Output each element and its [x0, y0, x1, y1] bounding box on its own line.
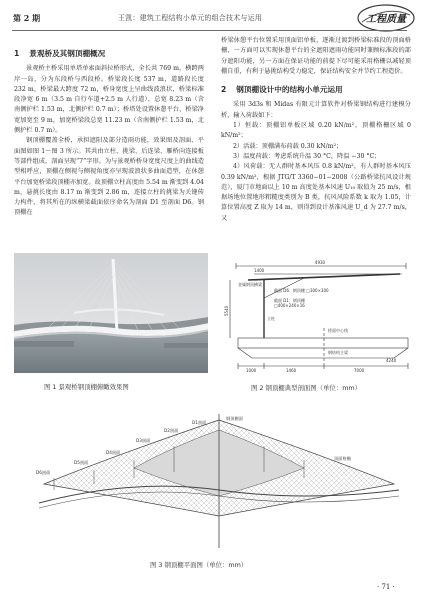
dim-label: 5540	[224, 305, 229, 316]
figure-2-section-drawing	[224, 258, 416, 374]
figure-2-caption: 图 2 钢顶棚典型剖面图（单位：mm）	[251, 384, 362, 392]
list-item: 2）活载：顶棚满布荷载 0.30 kN/m²；	[233, 142, 343, 150]
header-rule	[12, 30, 407, 31]
section-marker-d1: D1剖面	[192, 420, 207, 425]
paragraph: 景观桥主桥采用单塔单索面斜拉桥形式，全长共 769 m，横跨两岸一岛，分为东段桥与西段桥。桥梁段长度 537 m，道路段长度 232 m，桥梁最大跨度 72 m，桥身宽度上呈曲线波浪状，桥梁标准段净宽 6 m（3.5 m 自行车道+2.5 m 人行道），总宽 8.23 m（含南侧护栏 1.53 m，北侧护栏 0.7 m）；桥塔处设置休憩平台，桥梁净宽加宽至 9 m，加宽桥梁段总宽 11.23 m（含南侧护栏 1.53 m，北侧护栏 0.7 m）。	[14, 65, 204, 135]
section-number: 1	[14, 49, 20, 58]
section-note: 桥面中心线	[328, 328, 348, 333]
section-note: 钢结构主梁	[328, 350, 348, 355]
page-header	[0, 0, 427, 36]
dim-label: 1400	[254, 268, 265, 273]
section-heading-1	[14, 49, 204, 59]
section-note: 立柱	[267, 316, 275, 321]
list-item: 1）恒载：顶棚铝单板区域 0.20 kN/m²，顶棚格栅区域 0 kN/m²；	[221, 122, 411, 140]
dim-label: 4930	[314, 260, 326, 265]
section-note: 截面 D6：钢顶棚 □300×300	[274, 288, 329, 293]
figure-1-render	[14, 253, 208, 373]
paragraph: 钢顶棚覆盖全桥，承担遮阳及部分造雨功能，效果图及剖面、平面图如图 1～图 3 所示。其共由立柱、挑梁、后连梁、雁桥向连接板等部件组成，剖面呈现“7”字形。为与景观桥桥身宽度尺度上的曲线造型相呼应，顶棚在侧视与侧视角度亦呈现波浪状多曲面造型，在休憩平台加宽桥梁段顶棚亦加宽。故顶棚立柱高度由 5.54 m 渐变到 4.04 m，悬挑长度由 8.17 m 渐变到 2.86 m，连接立柱的挑梁为关键传力构件，将其所在的纵横梁截面依序命名为剖面 D1 至剖面 D6。钢顶棚在	[14, 137, 204, 217]
section-marker-d4: D4剖面	[106, 450, 121, 455]
section-heading-2	[221, 85, 411, 95]
section-title: 钢顶棚设计中的结构小单元运用	[236, 85, 343, 95]
zone-label: 钢顶棚面	[226, 416, 243, 421]
section-marker-d3: D3剖面	[136, 438, 151, 443]
figure-3-plan-drawing	[14, 398, 414, 554]
list-item: 3）温度荷载：考虑系统升温 30 °C，降温 −30 °C；	[233, 152, 381, 160]
svg-text:工程质量: 工程质量	[366, 14, 406, 25]
running-title: 王凯：建筑工程结构小单元的组合技术与运用	[118, 14, 262, 22]
dim-label: 7000	[354, 368, 365, 373]
journal-logo	[356, 3, 416, 33]
section-note: 截面 D1：钢顶棚	[274, 298, 305, 303]
dim-label: 4240	[386, 358, 397, 363]
section-marker-d6: D6剖面	[36, 470, 51, 475]
paragraph: 桥梁休憩平台位置采用顶面铝单板，逐渐过渡到桥梁标准段的顶面格栅，一方面可以实现休憩平台的全遮阳遮雨功能同时兼顾标准段的部分遮阳功能，另一方面在保证功能的前提下尽可能采用格栅以减轻顶棚自重，有利于悬挑结构受力稳定，保证结构安全并节约工程造价。	[221, 37, 411, 75]
figure-1-caption: 图 1 景观桥钢顶棚俯瞰效果图	[44, 383, 129, 391]
right-column	[221, 36, 411, 224]
section-marker-d5: D5剖面	[74, 460, 89, 465]
issue-number: 第 2 期	[13, 13, 41, 23]
figure-3-caption: 图 3 钢顶棚平面图（单位：mm）	[150, 561, 248, 569]
paragraph: 采用 3d3s 和 Midas 有限元计算软件对桥梁钢结构进行建模分析，输入荷载如下：	[221, 101, 411, 119]
dim-label: 1460	[286, 368, 297, 373]
page-number: · 71 ·	[377, 583, 395, 591]
left-column	[14, 44, 204, 219]
zone-label: 顶面格栅	[334, 456, 351, 461]
list-item: 4）风荷载：无人群时基本风压 0.8 kN/m²，有人群时基本风压 0.39 kN/m²，根据 JTG/T 3360−01−2008（公路桥梁抗风设计规范），厦门市地面以上 10 m 高度处基本风速 U₁₀ 取值为 25 m/s，根据场地位置地形粗糙度类别为 B 类，抗风风险系数 k 取为 1.05，计算位置高度 Z 取为 14 m，则得到设计基准风速 U_d 为 27.7 m/s，又	[221, 163, 411, 222]
section-number: 2	[221, 85, 227, 95]
section-note: 金属钢顶横梁	[238, 282, 262, 287]
section-title: 景观桥及其钢顶棚概况	[29, 49, 106, 58]
dim-label: 1000	[246, 368, 257, 373]
section-note: □400×240×16	[274, 303, 305, 308]
section-marker-d2: D2剖面	[164, 428, 179, 433]
